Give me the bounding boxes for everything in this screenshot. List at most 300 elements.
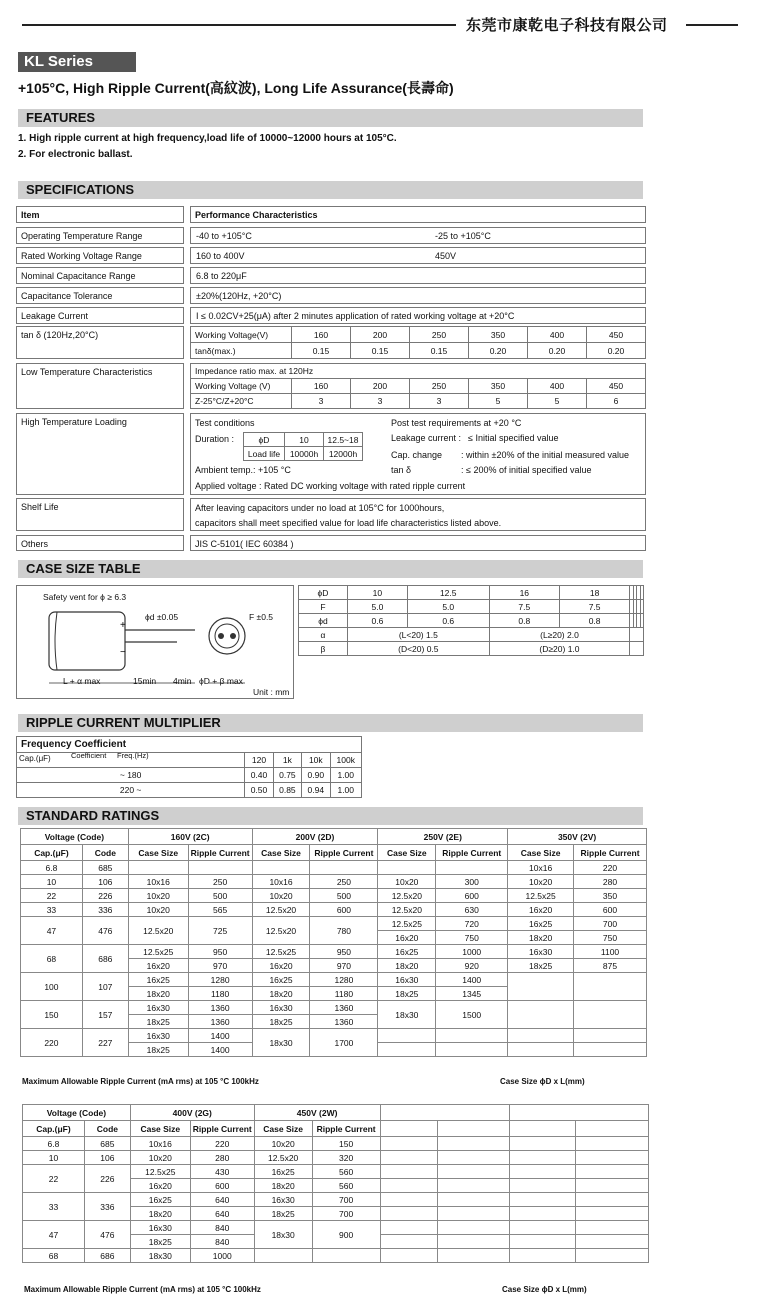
cs-head-beta: β: [299, 642, 348, 656]
rated-voltage-v2: 450V: [435, 251, 457, 261]
rating-cell: 33: [21, 903, 83, 917]
ripple-bar: RIPPLE CURRENT MULTIPLIER: [18, 714, 643, 732]
rt2-case-h1: Case Size: [130, 1121, 190, 1137]
ht-d-row-0: Load life: [244, 447, 285, 461]
rating-cell: 1280: [188, 973, 252, 987]
rating-cell: 6.8: [21, 861, 83, 875]
spec-low-temp: [16, 363, 184, 409]
cs-d-2: 16: [489, 586, 559, 600]
lt-z-450: 6: [587, 394, 646, 409]
rating-cell: 950: [188, 945, 252, 959]
rating-cell: [576, 1207, 649, 1221]
rating-cell: 10x16: [130, 1137, 190, 1151]
rating-cell: 22: [23, 1165, 85, 1193]
specifications-bar: SPECIFICATIONS: [18, 181, 643, 199]
diagram-unit: Unit : mm: [253, 687, 290, 697]
rating-cell: 750: [574, 931, 647, 945]
cs-d-0: 10: [348, 586, 408, 600]
table-row: [21, 917, 647, 931]
ht-ambient: Ambient temp.: +105 °C: [195, 465, 291, 475]
ripple-table-title: Frequency Coefficient: [17, 737, 362, 753]
rating-cell: 18x25: [378, 987, 436, 1001]
rating-cell: 16x25: [252, 973, 310, 987]
ht-post: Post test requirements at +20 °C: [391, 418, 522, 428]
ht-d-row-2: 12000h: [324, 447, 363, 461]
rating-cell: 12.5x25: [130, 1165, 190, 1179]
rating-cell: 107: [82, 973, 128, 1001]
lt-v-450: 450: [587, 379, 646, 394]
cs-alpha-b: (L≥20) 2.0: [489, 628, 630, 642]
rt1-note-left: Maximum Allowable Ripple Current (mA rms) at 105 °C 100kHz: [22, 1077, 259, 1086]
table-row: [21, 1029, 647, 1043]
cs-dd-0: 0.6: [348, 614, 408, 628]
rating-cell: 700: [574, 917, 647, 931]
rating-cell: [576, 1193, 649, 1207]
rating-cell: [252, 861, 310, 875]
rating-cell: 630: [436, 903, 508, 917]
ht-req-2-k: tan δ: [391, 465, 412, 475]
rating-cell: 686: [84, 1249, 130, 1263]
rating-cell: 685: [82, 861, 128, 875]
rating-cell: 720: [436, 917, 508, 931]
rating-cell: [574, 1043, 647, 1057]
rating-cell: [574, 973, 647, 1001]
rating-cell: [576, 1235, 649, 1249]
rating-cell: 10x20: [254, 1137, 312, 1151]
rating-cell: 18x25: [128, 1015, 188, 1029]
rated-voltage-v1: 160 to 400V: [196, 251, 245, 261]
rating-cell: 1400: [188, 1029, 252, 1043]
rating-cell: 900: [312, 1221, 380, 1249]
rating-cell: 1180: [310, 987, 378, 1001]
rating-cell: 18x30: [378, 1001, 436, 1029]
cs-beta-b: (D≥20) 1.0: [489, 642, 630, 656]
rating-cell: 16x30: [128, 1001, 188, 1015]
rating-cell: [508, 1029, 574, 1043]
rating-cell: 22: [21, 889, 83, 903]
rating-cell: [438, 1207, 510, 1221]
rating-cell: 106: [84, 1151, 130, 1165]
shelf-l2: capacitors shall meet specified value for load life characteristics listed above.: [195, 518, 502, 528]
rating-cell: 430: [190, 1165, 254, 1179]
spec-others: [16, 535, 184, 551]
rating-cell: 12.5x20: [252, 903, 310, 917]
rating-cell: 12.5x20: [252, 917, 310, 945]
rating-cell: 686: [82, 945, 128, 973]
pin-right: [230, 633, 236, 639]
rating-cell: [438, 1193, 510, 1207]
rating-cell: 16x30: [508, 945, 574, 959]
table-row: [23, 1249, 649, 1263]
rating-cell: 10: [23, 1151, 85, 1165]
low-temp-line1: Impedance ratio max. at 120Hz: [191, 364, 646, 379]
table-row: [21, 973, 647, 987]
perf-header: Performance Characteristics: [195, 210, 318, 220]
rating-cell: 106: [82, 875, 128, 889]
rating-cell: 350: [574, 889, 647, 903]
features-bar: FEATURES: [18, 109, 643, 127]
spec-high-temp: [16, 413, 184, 495]
rating-cell: 320: [312, 1151, 380, 1165]
cs-d-3: 18: [559, 586, 629, 600]
rating-cell: [438, 1137, 510, 1151]
ripple-f-120: 120: [245, 753, 273, 768]
rating-cell: 10x20: [128, 889, 188, 903]
rating-cell: 1400: [436, 973, 508, 987]
rating-cell: 18x20: [130, 1207, 190, 1221]
rating-cell: [438, 1179, 510, 1193]
tan-v-450: 450: [587, 327, 646, 343]
ripple-r0-0: 0.40: [245, 768, 273, 783]
rating-cell: [380, 1249, 438, 1263]
tan-d-350: 0.20: [469, 343, 528, 359]
rating-cell: 10x20: [130, 1151, 190, 1165]
rating-cell: 10x20: [508, 875, 574, 889]
low-temp-row2-label: Z-25°C/Z+20°C: [191, 394, 292, 409]
ht-d-head-0: ϕD: [244, 433, 285, 447]
tan-d-160: 0.15: [292, 343, 351, 359]
rating-cell: [380, 1207, 438, 1221]
rating-cell: [436, 1043, 508, 1057]
rating-cell: 1400: [188, 1043, 252, 1057]
rating-cell: 16x20: [128, 959, 188, 973]
rating-cell: 100: [21, 973, 83, 1001]
tan-v-350: 350: [469, 327, 528, 343]
spec-item-header: [16, 206, 184, 223]
rating-cell: 600: [436, 889, 508, 903]
shelf-l1: After leaving capacitors under no load at 105°C for 1000hours,: [195, 503, 445, 513]
rating-cell: [576, 1151, 649, 1165]
capacitor-body: [49, 612, 125, 670]
rating-cell: [380, 1179, 438, 1193]
rating-cell: 970: [188, 959, 252, 973]
rating-cell: 18x25: [254, 1207, 312, 1221]
spec-perf-header: [190, 206, 646, 223]
rating-cell: 18x25: [508, 959, 574, 973]
others-v1: JIS C-5101( IEC 60384 ): [195, 539, 294, 549]
table-row: [23, 1193, 649, 1207]
rating-cell: 12.5x25: [128, 945, 188, 959]
rating-cell: 875: [574, 959, 647, 973]
rating-cell: 16x20: [508, 903, 574, 917]
rating-cell: [576, 1249, 649, 1263]
rating-cell: 1700: [310, 1029, 378, 1057]
rating-cell: 600: [190, 1179, 254, 1193]
tan-v-200: 200: [351, 327, 410, 343]
rating-cell: 336: [84, 1193, 130, 1221]
rating-cell: 1360: [188, 1015, 252, 1029]
tan-d-200: 0.15: [351, 343, 410, 359]
rating-cell: 220: [21, 1029, 83, 1057]
header-rule-right: [686, 24, 738, 26]
op-temp-v2: -25 to +105°C: [435, 231, 491, 241]
rating-cell: [310, 861, 378, 875]
ratings-bar: STANDARD RATINGS: [18, 807, 643, 825]
spec-op-temp-value: [190, 227, 646, 244]
tan-table: [190, 326, 646, 359]
table-row: [23, 1137, 649, 1151]
rating-cell: 1360: [310, 1015, 378, 1029]
rating-cell: 1280: [310, 973, 378, 987]
tan-v-160: 160: [292, 327, 351, 343]
rating-cell: 250: [310, 875, 378, 889]
rating-cell: [378, 861, 436, 875]
rating-cell: 700: [312, 1207, 380, 1221]
rating-cell: 10x16: [508, 861, 574, 875]
lt-v-250: 250: [410, 379, 469, 394]
rating-cell: 685: [84, 1137, 130, 1151]
nominal-cap-label: Nominal Capacitance Range: [21, 271, 136, 281]
rating-cell: 250: [188, 875, 252, 889]
rating-cell: 16x25: [128, 973, 188, 987]
nominal-cap-v1: 6.8 to 220μF: [196, 271, 247, 281]
rating-cell: [574, 1001, 647, 1029]
header-rule-left: [22, 24, 456, 26]
cs-f-3: 7.5: [559, 600, 629, 614]
cs-f-2: 7.5: [489, 600, 559, 614]
rating-cell: 560: [312, 1179, 380, 1193]
cs-f-1: 5.0: [407, 600, 489, 614]
rating-cell: 600: [574, 903, 647, 917]
series-subtitle: +105°C, High Ripple Current(高紋波), Long Life Assurance(長壽命): [18, 80, 454, 96]
vent-curve: [55, 612, 57, 670]
ht-d-head-2: 12.5~18: [324, 433, 363, 447]
rt1-ripple-h3: Ripple Current: [436, 845, 508, 861]
ht-applied: Applied voltage : Rated DC working voltage with rated ripple current: [195, 481, 466, 491]
spec-high-temp-value: [190, 413, 646, 495]
tan-d-400: 0.20: [528, 343, 587, 359]
rt1-case-h3: Case Size: [378, 845, 436, 861]
cs-alpha-a: (L<20) 1.5: [348, 628, 490, 642]
rating-cell: [510, 1249, 576, 1263]
pin-left: [218, 633, 224, 639]
capacitor-end-outer: [209, 618, 245, 654]
rating-cell: [510, 1221, 576, 1235]
ratings-table-1: [20, 828, 647, 1057]
rt1-case-h2: Case Size: [252, 845, 310, 861]
ripple-coef-label: Coefficient: [71, 751, 107, 760]
rating-cell: 16x25: [254, 1165, 312, 1179]
rating-cell: 150: [21, 1001, 83, 1029]
rating-cell: 18x20: [378, 959, 436, 973]
rt1-v-160: 160V (2C): [128, 829, 252, 845]
ripple-r1-1: 0.85: [273, 783, 301, 798]
cs-dd-1: 0.6: [407, 614, 489, 628]
minus-sign: −: [120, 647, 126, 658]
case-size-bar: CASE SIZE TABLE: [18, 560, 643, 578]
company-name: 东莞市康乾电子科技有限公司: [466, 16, 668, 34]
rating-cell: [438, 1249, 510, 1263]
lt-z-160: 3: [292, 394, 351, 409]
ripple-f-1k: 1k: [273, 753, 301, 768]
rating-cell: [128, 861, 188, 875]
rating-cell: 750: [436, 931, 508, 945]
cs-f-0: 5.0: [348, 600, 408, 614]
rating-cell: 6.8: [23, 1137, 85, 1151]
rating-cell: [380, 1165, 438, 1179]
rating-cell: 300: [436, 875, 508, 889]
cs-d-1: 12.5: [407, 586, 489, 600]
lt-z-250: 3: [410, 394, 469, 409]
rating-cell: 560: [312, 1165, 380, 1179]
spec-tan: [16, 326, 184, 359]
spec-rated-voltage-value: [190, 247, 646, 264]
ht-req-1-v: : within ±20% of the initial measured value: [461, 450, 630, 460]
rt1-case-h4: Case Size: [508, 845, 574, 861]
rating-cell: [576, 1179, 649, 1193]
rating-cell: 18x30: [130, 1249, 190, 1263]
rating-cell: 18x30: [252, 1029, 310, 1057]
rating-cell: 700: [312, 1193, 380, 1207]
rt2-note-right: Case Size ϕD x L(mm): [502, 1285, 587, 1294]
lt-v-400: 400: [528, 379, 587, 394]
diagram-4: 4min: [173, 676, 192, 686]
rating-cell: 16x20: [378, 931, 436, 945]
tan-v-250: 250: [410, 327, 469, 343]
ht-req-2-v: : ≤ 200% of initial specified value: [461, 465, 592, 475]
rating-cell: 840: [190, 1221, 254, 1235]
cs-dd-3: 0.8: [559, 614, 629, 628]
spec-nominal-cap: [16, 267, 184, 284]
diagram-d: ϕd ±0.05: [145, 612, 179, 622]
rating-cell: [438, 1151, 510, 1165]
ratings-table-2: [22, 1104, 649, 1263]
rating-cell: [438, 1235, 510, 1249]
tan-v-400: 400: [528, 327, 587, 343]
rating-cell: 500: [188, 889, 252, 903]
rt1-code-h: Code: [82, 845, 128, 861]
rt1-v-200: 200V (2D): [252, 829, 378, 845]
rating-cell: [576, 1165, 649, 1179]
rating-cell: 600: [310, 903, 378, 917]
rt1-note-right: Case Size ϕD x L(mm): [500, 1077, 585, 1086]
rating-cell: [510, 1137, 576, 1151]
leakage-v1: I ≤ 0.02CV+25(μA) after 2 minutes application of rated working voltage at +20°C: [196, 311, 515, 321]
rating-cell: 10x16: [252, 875, 310, 889]
rating-cell: 226: [82, 889, 128, 903]
low-temp-label: Low Temperature Characteristics: [21, 367, 153, 377]
rating-cell: 12.5x25: [378, 917, 436, 931]
rating-cell: 16x30: [130, 1221, 190, 1235]
spec-cap-tol-value: [190, 287, 646, 304]
rating-cell: 780: [310, 917, 378, 945]
rating-cell: [576, 1137, 649, 1151]
tan-row1-label: Working Voltage(V): [191, 327, 292, 343]
rating-cell: [438, 1221, 510, 1235]
rt1-ripple-h1: Ripple Current: [188, 845, 252, 861]
case-size-table: [298, 585, 644, 656]
rating-cell: 47: [23, 1221, 85, 1249]
ripple-r1-0: 0.50: [245, 783, 273, 798]
rating-cell: 10: [21, 875, 83, 889]
cap-tol-v1: ±20%(120Hz, +20°C): [196, 291, 282, 301]
rating-cell: 500: [310, 889, 378, 903]
rating-cell: 920: [436, 959, 508, 973]
rating-cell: [576, 1221, 649, 1235]
rating-cell: 16x25: [508, 917, 574, 931]
ripple-f-100k: 100k: [330, 753, 362, 768]
rating-cell: [380, 1193, 438, 1207]
tan-d-250: 0.15: [410, 343, 469, 359]
rating-cell: [438, 1165, 510, 1179]
table-row: [21, 875, 647, 889]
rating-cell: 476: [82, 917, 128, 945]
ripple-r0-3: 1.00: [330, 768, 362, 783]
ht-duration: Duration :: [195, 434, 235, 444]
feature-2: 2. For electronic ballast.: [18, 149, 133, 160]
rating-cell: 226: [84, 1165, 130, 1193]
rating-cell: 18x25: [252, 1015, 310, 1029]
rt1-case-h1: Case Size: [128, 845, 188, 861]
rating-cell: 725: [188, 917, 252, 945]
cs-beta-a: (D<20) 0.5: [348, 642, 490, 656]
table-row: [21, 889, 647, 903]
lt-z-350: 5: [469, 394, 528, 409]
rating-cell: 33: [23, 1193, 85, 1221]
rating-cell: 840: [190, 1235, 254, 1249]
rating-cell: [508, 1001, 574, 1029]
lt-z-400: 5: [528, 394, 587, 409]
rating-cell: [508, 1043, 574, 1057]
op-temp-v1: -40 to +105°C: [196, 231, 252, 241]
rated-voltage-label: Rated Working Voltage Range: [21, 251, 142, 261]
rt1-voltage-code: Voltage (Code): [21, 829, 129, 845]
rating-cell: 18x20: [128, 987, 188, 1001]
cs-head-dd: ϕd: [299, 614, 348, 628]
ripple-r1-2: 0.94: [302, 783, 330, 798]
ht-req-0-k: Leakage current :: [391, 433, 462, 443]
rating-cell: 10x20: [252, 889, 310, 903]
ripple-table: [16, 736, 362, 798]
spec-leakage-value: [190, 307, 646, 324]
rating-cell: [380, 1221, 438, 1235]
shelf-label: Shelf Life: [21, 502, 59, 512]
rating-cell: [574, 1029, 647, 1043]
rt1-ripple-h2: Ripple Current: [310, 845, 378, 861]
spec-shelf-value: [190, 498, 646, 531]
spec-leakage: [16, 307, 184, 324]
rating-cell: 220: [190, 1137, 254, 1151]
rating-cell: 12.5x20: [378, 903, 436, 917]
spec-low-temp-value: [190, 363, 646, 409]
rating-cell: 16x30: [128, 1029, 188, 1043]
ht-req-1-k: Cap. change: [391, 450, 443, 460]
rt2-v-400: 400V (2G): [130, 1105, 254, 1121]
lt-v-160: 160: [292, 379, 351, 394]
rating-cell: 16x20: [130, 1179, 190, 1193]
ripple-freq-label: Freq.(Hz): [117, 751, 149, 760]
table-row: [21, 861, 647, 875]
series-title: KL Series: [18, 52, 136, 72]
rt2-note-left: Maximum Allowable Ripple Current (mA rms) at 105 °C 100kHz: [24, 1285, 261, 1294]
spec-shelf: [16, 498, 184, 531]
rating-cell: 640: [190, 1207, 254, 1221]
rating-cell: [188, 861, 252, 875]
cs-head-f: F: [299, 600, 348, 614]
spec-nominal-cap-value: [190, 267, 646, 284]
rating-cell: 16x20: [252, 959, 310, 973]
spec-cap-tol: [16, 287, 184, 304]
table-row: [23, 1165, 649, 1179]
case-diagram: [16, 585, 294, 699]
rating-cell: 12.5x20: [254, 1151, 312, 1165]
rating-cell: [436, 861, 508, 875]
ripple-f-10k: 10k: [302, 753, 330, 768]
rt2-ripple-h2: Ripple Current: [312, 1121, 380, 1137]
ripple-row0-cap: ~ 180: [17, 768, 245, 783]
rating-cell: 68: [21, 945, 83, 973]
table-row: [21, 1001, 647, 1015]
